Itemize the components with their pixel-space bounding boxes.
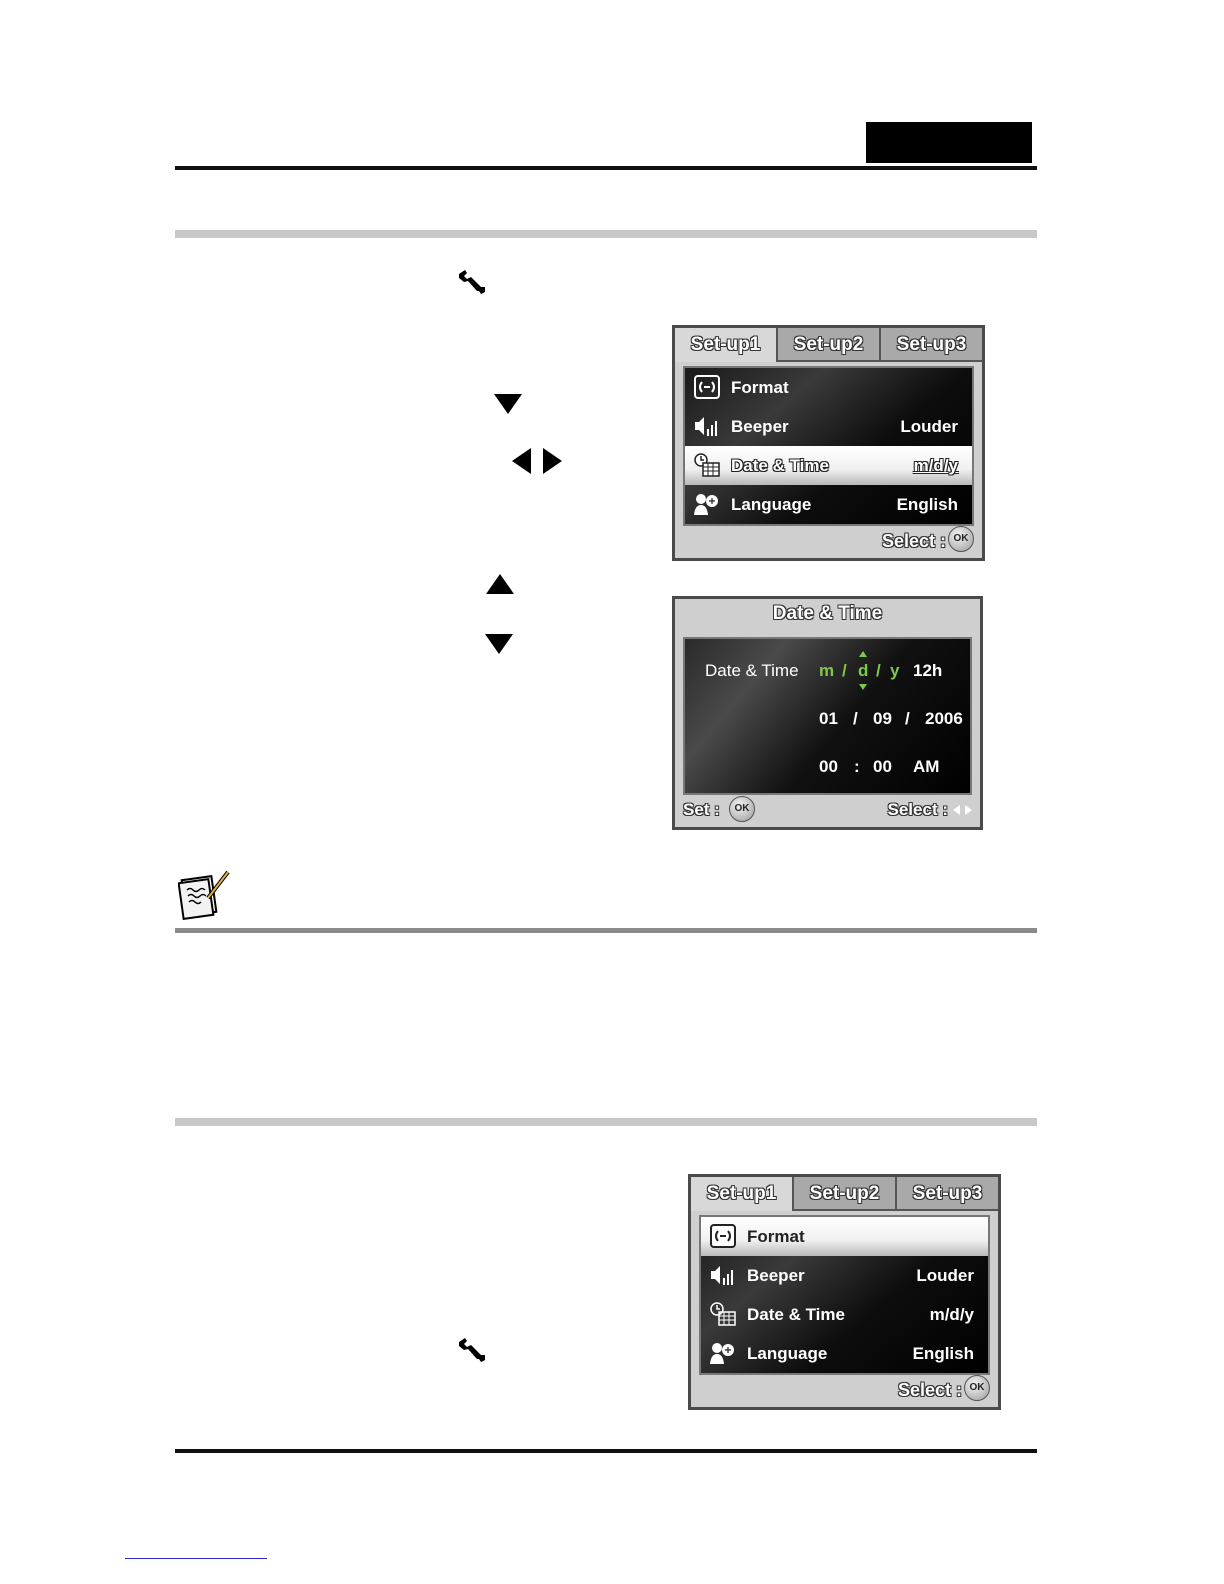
date-day[interactable]: 09 <box>873 709 892 728</box>
select-hint: Select : <box>887 800 948 819</box>
menu-item-beeper[interactable] <box>701 1256 988 1295</box>
select-right-icon <box>965 805 972 815</box>
tab-setup2[interactable]: Set-up2 <box>776 328 879 362</box>
date-time-panel <box>683 637 972 795</box>
clock-format[interactable]: 12h <box>913 661 943 680</box>
tab-setup2[interactable]: Set-up2 <box>792 1177 895 1211</box>
format-separator: / <box>876 661 881 680</box>
menu-item-label: Language <box>731 495 812 514</box>
caret-up-icon[interactable] <box>859 651 867 657</box>
set-hint: Set : <box>683 800 720 819</box>
header-language-tab <box>866 122 1032 163</box>
menu-item-date-time[interactable] <box>701 1295 988 1334</box>
date-separator: / <box>853 709 858 728</box>
beeper-icon <box>693 413 721 439</box>
arrow-down-icon <box>485 634 513 654</box>
note-icon <box>178 868 234 920</box>
section-rule-bottom <box>175 1118 1037 1126</box>
time-minute[interactable]: 00 <box>873 757 892 776</box>
menu-item-format[interactable] <box>701 1217 988 1256</box>
menu-item-label: Beeper <box>747 1266 805 1285</box>
select-hint: Select : <box>881 531 946 551</box>
menu-item-label: Format <box>731 378 789 397</box>
menu-item-value: Louder <box>900 417 958 436</box>
date-time-label: Date & Time <box>705 661 799 680</box>
ok-button[interactable]: OK <box>948 526 974 552</box>
tab-setup3[interactable]: Set-up3 <box>879 328 982 362</box>
format-separator: / <box>842 661 847 680</box>
menu-item-value: m/d/y <box>913 456 958 475</box>
screen-title: Date & Time <box>772 603 883 624</box>
date-year[interactable]: 2006 <box>925 709 963 728</box>
menu-item-value: m/d/y <box>929 1305 974 1324</box>
arrow-up-icon <box>486 574 514 594</box>
arrow-down-icon <box>494 394 522 414</box>
tab-setup1[interactable]: Set-up1 <box>691 1177 792 1211</box>
language-icon <box>693 491 721 517</box>
format-day[interactable]: d <box>858 661 869 680</box>
beeper-icon <box>709 1262 737 1288</box>
menu-item-language[interactable] <box>701 1334 988 1373</box>
menu-item-date-time[interactable] <box>685 446 972 485</box>
tab-setup3[interactable]: Set-up3 <box>895 1177 998 1211</box>
note-rule <box>175 928 1037 933</box>
time-ampm[interactable]: AM <box>913 757 940 776</box>
format-icon <box>709 1223 737 1249</box>
date-time-icon <box>709 1301 737 1327</box>
select-left-icon <box>953 805 960 815</box>
footer-rule <box>175 1449 1037 1453</box>
format-icon <box>693 374 721 400</box>
setup-menu-screen <box>688 1174 1001 1410</box>
menu-item-value: English <box>896 495 958 514</box>
format-month[interactable]: m <box>819 661 835 680</box>
menu-item-label: Beeper <box>731 417 789 436</box>
arrow-left-icon <box>512 448 531 474</box>
wrench-icon <box>455 268 487 296</box>
ok-button[interactable]: OK <box>729 796 755 822</box>
caret-down-icon[interactable] <box>859 684 867 690</box>
menu-item-value: Louder <box>916 1266 974 1285</box>
menu-item-value: English <box>912 1344 974 1363</box>
menu-list <box>699 1215 990 1375</box>
setup-tabs <box>675 328 982 362</box>
date-time-screen <box>672 596 983 830</box>
menu-item-label: Format <box>747 1227 805 1246</box>
menu-item-label: Date & Time <box>747 1305 845 1324</box>
select-hint: Select : <box>897 1380 962 1400</box>
wrench-icon <box>455 1336 487 1364</box>
time-hour[interactable]: 00 <box>819 757 838 776</box>
menu-item-language[interactable] <box>685 485 972 524</box>
setup-tabs <box>691 1177 998 1211</box>
format-year[interactable]: y <box>890 661 900 680</box>
menu-item-beeper[interactable] <box>685 407 972 446</box>
ok-button[interactable]: OK <box>964 1375 990 1401</box>
time-separator: : <box>854 757 860 776</box>
tab-setup1[interactable]: Set-up1 <box>675 328 776 362</box>
header-rule <box>175 166 1037 170</box>
language-icon <box>709 1340 737 1366</box>
arrow-right-icon <box>543 448 562 474</box>
section-rule-top <box>175 230 1037 238</box>
menu-item-format[interactable] <box>685 368 972 407</box>
menu-list <box>683 366 974 526</box>
date-month[interactable]: 01 <box>819 709 838 728</box>
footer-link-underline <box>125 1558 267 1559</box>
setup-menu-screen <box>672 325 985 561</box>
date-time-icon <box>693 452 721 478</box>
menu-item-label: Language <box>747 1344 828 1363</box>
date-separator: / <box>905 709 910 728</box>
menu-item-label: Date & Time <box>731 456 829 475</box>
